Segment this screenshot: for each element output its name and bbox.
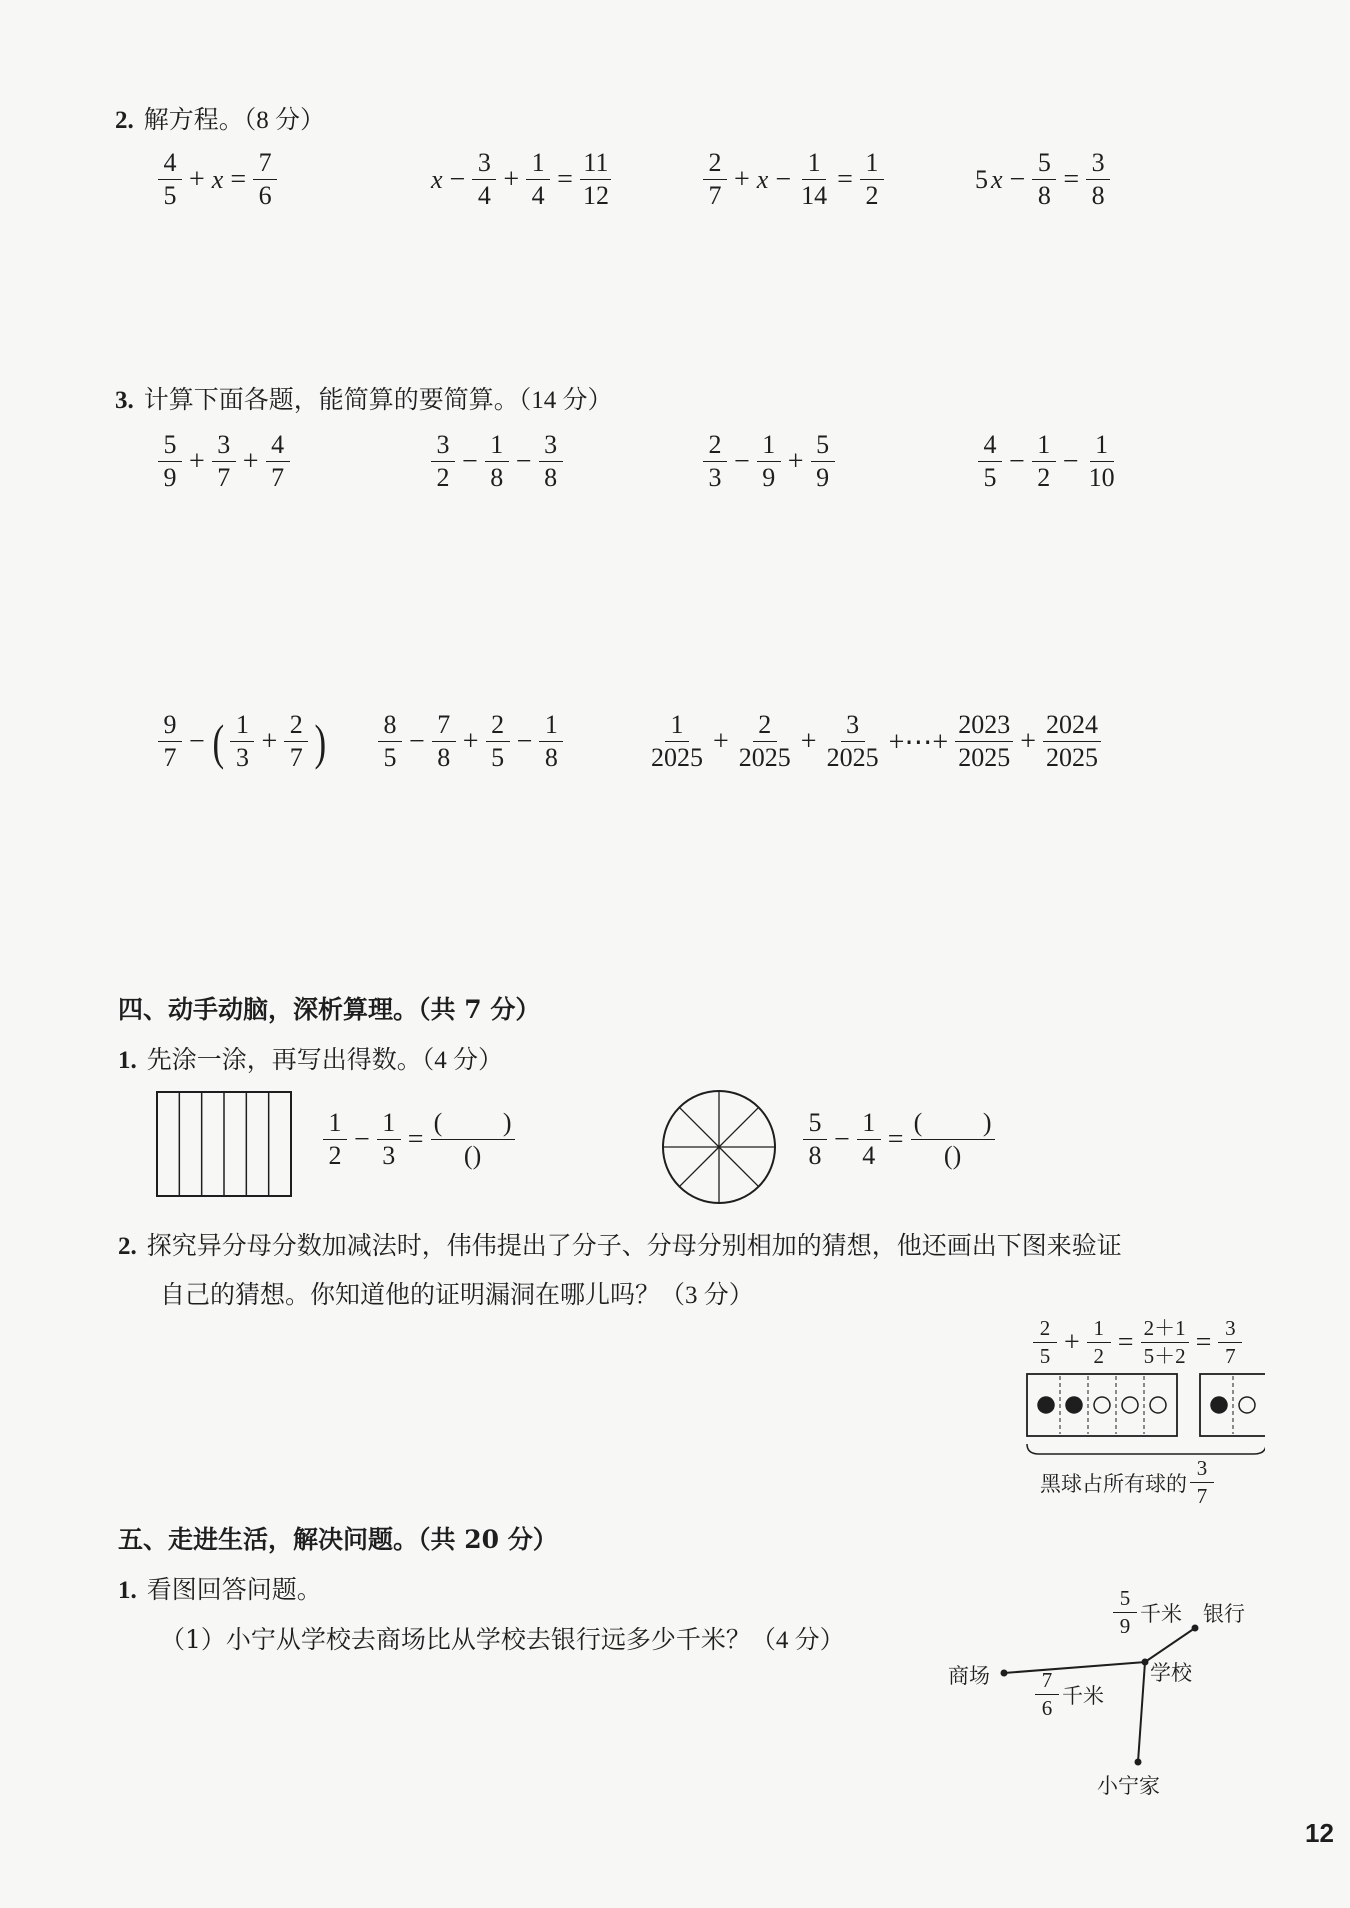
sec5-q1-sub1-text: （1）小宁从学校去商场比从学校去银行远多少千米？ [160,1625,751,1654]
fraction [1032,150,1056,209]
map-label-bank: 银行 [1203,1602,1245,1626]
denominator: 5 [163,181,177,210]
operator: − [734,445,750,477]
operator: − [516,725,533,757]
operator: − [1009,445,1025,477]
fraction [811,432,835,491]
denominator: 7 [289,743,303,772]
q3-expr-4 [975,432,1121,491]
operator: + [787,445,804,477]
operator: = [407,1123,424,1155]
paren-close: ) [982,1108,992,1137]
fraction [377,1110,401,1169]
denominator: 2025 [738,743,791,772]
sec4-title [118,990,540,1026]
white-ball [1239,1397,1255,1413]
denominator: 8 [544,743,558,772]
fraction [486,712,510,771]
denominator: 5 [383,743,397,772]
circle-radius [719,1147,759,1187]
denominator: 3 [708,463,722,492]
q3-expr-3 [700,432,838,491]
fraction [266,432,290,491]
sec4-q1-text: 先涂一涂，再写出得数。 [146,1045,422,1074]
fraction [432,712,456,771]
q2-equation-4 [975,150,1113,209]
fraction [955,712,1013,771]
sec5-q1-number: 1. [118,1577,137,1604]
numerator: 5 [811,432,835,462]
fraction [539,712,563,771]
q2-equation-1 [155,150,280,209]
fraction [526,150,550,209]
denominator: 8 [1091,181,1105,210]
operator: = [557,163,573,195]
numerator: 5 [1032,150,1056,180]
sec4-q2-line2: 自己的猜想。你知道他的证明漏洞在哪儿吗？ [160,1280,661,1309]
fraction [431,432,455,491]
denominator: 6 [258,181,272,210]
fraction [472,150,496,209]
denominator: 7 [271,463,285,492]
numerator: 2024 [1043,712,1101,742]
numerator: 3 [212,432,236,462]
numerator: 1 [857,1110,881,1140]
paren-open: ( [913,1108,923,1137]
numerator: 1 [323,1110,347,1140]
school-dot [1142,1659,1149,1666]
numerator: 2 [703,432,727,462]
denominator: 7 [1225,1344,1236,1368]
numerator: 2 [703,150,727,180]
operator: + [503,163,520,195]
sec4-points: （共 7 分） [418,995,541,1024]
operator: = [230,163,247,195]
sec4-q2-line1: 探究异分母分数加减法时，伟伟提出了分子、分母分别相加的猜想，他还画出下图来验证 [146,1231,1122,1260]
denominator: 2025 [651,743,703,772]
q2-equation-3 [700,150,887,209]
operator: = [837,163,853,195]
numerator: 1 [860,150,884,180]
sec4-q1-number: 1. [118,1047,137,1074]
numerator: 1 [539,712,563,742]
q2-points: （8 分） [243,107,326,134]
circle-diagram [660,1088,778,1206]
ball-caption-fraction [1190,1458,1214,1507]
blank-denominator [461,1140,484,1169]
denominator: 3 [235,743,249,772]
fraction [860,150,884,209]
route-school-home [1138,1662,1145,1762]
denominator: 8 [544,463,558,492]
blank-numerator [911,1110,995,1140]
sec5-title-text: 五、走进生活，解决问题。 [118,1525,419,1554]
denominator: 10 [1088,463,1115,492]
denominator: 2 [865,181,879,210]
bank-dist-fraction [1113,1588,1137,1637]
answer-blank[interactable] [431,1110,515,1169]
fraction [378,712,402,771]
numerator: 1 [757,432,781,462]
q3-expr-5 [155,712,330,771]
denominator: 12 [582,181,609,210]
q3-number: 3. [115,387,134,414]
denominator: 5 [1039,1344,1051,1368]
operator: − [354,1123,370,1155]
sec4-q1-expr-2 [800,1110,998,1169]
numerator: 3 [1218,1318,1242,1343]
paren-open: ( [433,1108,443,1137]
numerator: 1 [1087,1318,1111,1343]
q3-points: （14 分） [518,387,613,414]
numerator: 1 [1090,432,1114,462]
sec4-q2-text [118,1222,1122,1320]
parenthesis: ) [314,713,327,770]
operator: + [242,445,259,477]
white-ball [1094,1397,1110,1413]
paren-open: ( [943,1141,953,1170]
operator: − [409,725,425,757]
numerator: 4 [266,432,290,462]
denominator: 8 [808,1141,822,1170]
fraction [284,712,308,771]
numerator: 2 [284,712,308,742]
variable: x [756,164,769,194]
white-ball [1122,1397,1138,1413]
operator: = [1195,1326,1212,1358]
denominator: 9 [762,463,776,492]
q3-expr-6 [375,712,566,771]
operator: + [261,725,278,757]
denominator: 4 [477,181,491,210]
fraction [824,712,882,771]
fraction [485,432,509,491]
mall-dist-den: 6 [1041,1696,1053,1720]
sec4-q1-points: （4 分） [421,1047,504,1074]
denominator: 5 [983,463,997,492]
denominator: 5＋2 [1143,1344,1186,1368]
bank-dist-num: 5 [1113,1588,1137,1613]
variable: x [991,164,1003,194]
sec4-q2-points: （3 分） [660,1282,754,1309]
ball-caption [1040,1458,1217,1507]
fraction [798,150,830,209]
map-label-school: 学校 [1150,1661,1192,1685]
ball-equation [1030,1318,1245,1367]
mall-dist-unit: 千米 [1062,1683,1104,1708]
operator: + [462,725,479,757]
map-label-home: 小宁家 [1097,1774,1160,1798]
variable: x [431,164,443,194]
fraction [212,432,236,491]
denominator: 2 [436,463,450,492]
paren-close: ) [502,1108,512,1137]
numerator: 9 [158,712,182,742]
bank-dot [1192,1625,1199,1632]
denominator: 2 [1093,1344,1105,1368]
ball-brace [1027,1444,1265,1454]
numerator: 2 [753,712,777,742]
circle-radius [719,1107,759,1147]
fraction [539,432,563,491]
caption-frac-num: 3 [1190,1458,1214,1483]
numerator: 8 [378,712,402,742]
denominator: 2025 [826,743,879,772]
numerator: 5 [158,432,182,462]
q3-expr-7 [645,712,1104,771]
q3-text: 计算下面各题，能简算的要简算。 [143,385,519,414]
fraction [230,712,254,771]
sec4-q1-expr-1 [320,1110,518,1169]
operator: + [189,163,205,195]
sec5-q1-heading [118,1570,322,1606]
numerator: 2＋1 [1141,1318,1189,1343]
fraction [857,1110,881,1169]
sec5-q1-text: 看图回答问题。 [146,1575,322,1604]
fraction [1087,1318,1111,1367]
numerator: 2023 [955,712,1013,742]
numerator: 1 [526,150,550,180]
denominator: 3 [382,1141,396,1170]
page-number: 12 [1305,1818,1334,1848]
sec5-q1-sub1-points: （4 分） [750,1627,845,1654]
denominator: 8 [437,743,451,772]
operator: = [1117,1326,1134,1358]
blank-denominator [941,1140,964,1169]
sec5-title [118,1520,558,1556]
circle-radius [679,1107,719,1147]
black-ball [1066,1397,1082,1413]
operator: + [189,445,205,477]
mall-dist-num: 7 [1035,1670,1059,1695]
black-ball [1211,1397,1227,1413]
denominator: 7 [163,743,177,772]
fraction [978,432,1002,491]
operator: − [449,163,466,195]
fraction [580,150,612,209]
map-mall-distance [1032,1670,1104,1719]
numerator: 4 [158,150,182,180]
denominator: 8 [490,463,504,492]
fraction [757,432,781,491]
numerator: 2 [486,712,510,742]
answer-blank[interactable] [911,1110,995,1169]
fraction [1043,712,1101,771]
numerator: 2 [1033,1318,1057,1343]
operator: + [1020,725,1036,757]
numerator: 1 [377,1110,401,1140]
denominator: 2025 [958,743,1011,772]
operator: +⋯+ [888,726,949,758]
fraction [1033,1318,1057,1367]
operator: − [1062,445,1079,477]
blank-numerator [431,1110,515,1140]
paren-close: ) [952,1141,962,1170]
fraction [648,712,706,771]
map-label-mall: 商场 [948,1664,990,1688]
mall-dot [1001,1670,1008,1677]
operator: − [1009,163,1026,195]
fraction [1086,150,1110,209]
denominator: 14 [801,181,828,210]
home-dot [1135,1759,1142,1766]
variable: x [211,164,224,194]
numerator: 3 [472,150,496,180]
numerator: 11 [580,150,611,180]
fraction [803,1110,827,1169]
circle-radius [679,1147,719,1187]
fraction [703,432,727,491]
denominator: 9 [163,463,177,492]
fraction [1141,1318,1189,1367]
fraction [1032,432,1056,491]
fraction [158,712,182,771]
fraction [1086,432,1118,491]
rectangle-diagram [155,1090,295,1200]
fraction [158,432,182,491]
operator: − [515,445,532,477]
denominator: 7 [217,463,231,492]
q2-equation-2 [428,150,615,209]
numerator: 7 [432,712,456,742]
paren-open: ( [463,1141,473,1170]
operator: + [1064,1326,1080,1358]
operator: − [189,725,205,757]
operator: = [887,1123,904,1155]
numerator: 5 [803,1110,827,1140]
fraction [253,150,277,209]
numerator: 1 [485,432,509,462]
denominator: 4 [531,181,545,210]
numerator: 1 [665,712,689,742]
sec4-q2-number: 2. [118,1233,137,1260]
fraction [1218,1318,1242,1367]
numerator: 1 [1032,432,1056,462]
sec4-title-text: 四、动手动脑，深析算理。 [118,995,419,1024]
denominator: 9 [816,463,830,492]
caption-frac-den: 7 [1196,1484,1208,1508]
sec5-points: （共 20 分） [418,1525,558,1554]
bank-dist-den: 9 [1119,1614,1131,1638]
fraction [158,150,182,209]
paren-close: ) [472,1141,482,1170]
parenthesis: ( [212,713,224,770]
operator: + [713,725,729,757]
denominator: 2025 [1045,743,1098,772]
operator: = [1063,163,1080,195]
numerator: 3 [841,712,865,742]
sec4-q1-heading [118,1040,503,1076]
fraction [703,150,727,209]
q2-number: 2. [115,107,134,134]
number: 5 [975,164,988,194]
numerator: 1 [230,712,254,742]
numerator: 3 [431,432,455,462]
mall-dist-fraction [1035,1670,1059,1719]
bank-dist-unit: 千米 [1140,1601,1182,1626]
numerator: 3 [539,432,563,462]
operator: + [800,725,817,757]
sec5-q1-sub1 [160,1620,845,1656]
numerator: 3 [1086,150,1110,180]
operator: − [462,445,478,477]
q3-expr-1 [155,432,293,491]
q3-heading [115,380,613,416]
denominator: 8 [1037,181,1051,210]
operator: − [775,163,792,195]
map-bank-distance [1110,1588,1182,1637]
denominator: 7 [708,181,722,210]
denominator: 5 [491,743,505,772]
denominator: 2 [1037,463,1051,492]
ball-diagram [1025,1370,1265,1460]
white-ball [1150,1397,1166,1413]
denominator: 2 [328,1141,342,1170]
q2-heading [115,100,325,136]
operator: − [834,1123,850,1155]
numerator: 4 [978,432,1002,462]
fraction [323,1110,347,1169]
ball-caption-text: 黑球占所有球的 [1040,1471,1187,1496]
denominator: 4 [862,1141,876,1170]
q3-expr-2 [428,432,566,491]
black-ball [1038,1397,1054,1413]
fraction [736,712,794,771]
operator: + [734,163,750,195]
numerator: 1 [802,150,826,180]
q2-text: 解方程。 [143,105,244,134]
numerator: 7 [253,150,277,180]
